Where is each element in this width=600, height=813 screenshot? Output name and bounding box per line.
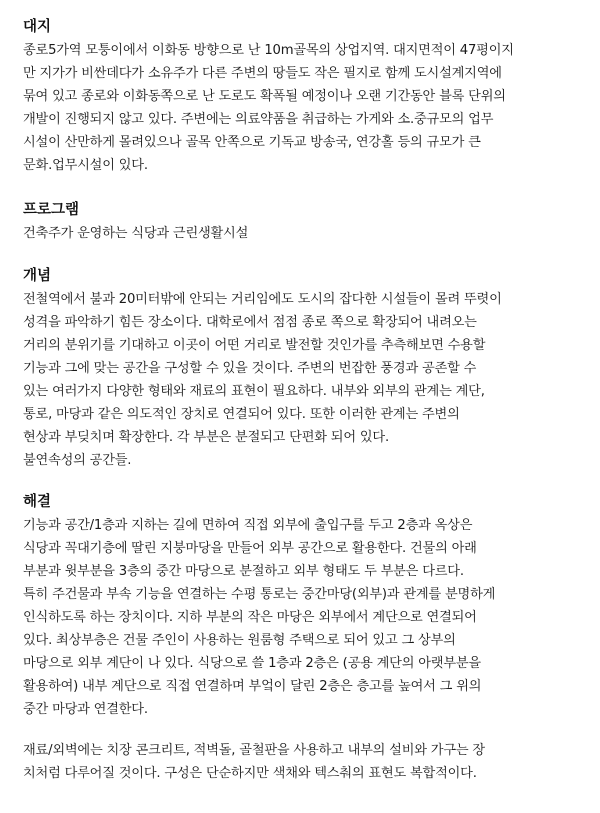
section-solution (23, 492, 583, 721)
text-line: 전철역에서 불과 20미터밖에 안되는 거리임에도 도시의 잡다한 시설들이 몰려 뚜렷이 (23, 292, 502, 307)
text-line: 현상과 부딪치며 확장한다. 각 부분은 분절되고 단편화 되어 있다. (23, 430, 389, 445)
text-line: 개발이 진행되지 않고 있다. 주변에는 의료약품을 취급하는 가게와 소.중규모의 업무 (23, 112, 494, 127)
section-program (23, 200, 583, 245)
text-line: 식당과 꼭대기층에 딸린 지붕마당을 만들어 외부 공간으로 활용한다. 건물의 아래 (23, 541, 477, 556)
text-line: 특히 주건물과 부속 기능을 연결하는 수평 통로는 중간마당(외부)과 관계를 분명하게 (23, 587, 496, 602)
section-body-site (23, 39, 583, 177)
text-line: 중간 마당과 연결한다. (23, 702, 148, 717)
section-heading-concept: 개념 (23, 268, 52, 284)
text-line: 시설이 산만하게 몰려있으나 골목 안쪽으로 기독교 방송국, 연강홀 등의 규모가 큰 (23, 135, 481, 150)
text-line: 기능과 그에 맞는 공간을 구성할 수 있을 것이다. 주변의 번잡한 풍경과 공존할 수 (23, 361, 477, 376)
text-line: 있다. 최상부층은 건물 주인이 사용하는 원룸형 주택으로 되어 있고 그 상부의 (23, 633, 456, 648)
section-body-solution (23, 514, 583, 721)
text-line: 부분과 윗부분을 3층의 중간 마당으로 분절하고 외부 형태도 두 부분은 다르다. (23, 564, 464, 579)
section-site (23, 17, 583, 177)
section-body-materials (23, 739, 583, 785)
text-line: 통로, 마당과 같은 의도적인 장치로 연결되어 있다. 또한 이러한 관계는 주변의 (23, 407, 460, 422)
section-body-program (23, 222, 583, 245)
text-line: 불연속성의 공간들. (23, 453, 132, 468)
text-line: 치처럼 다루어질 것이다. 구성은 단순하지만 색채와 텍스춰의 표현도 복합적이다. (23, 766, 477, 781)
text-line: 재료/외벽에는 치장 콘크리트, 적벽돌, 골철판을 사용하고 내부의 설비와 가구는 장 (23, 743, 485, 758)
text-line: 묶여 있고 종로와 이화동쪽으로 난 도로도 확폭될 예정이나 오랜 기간동안 블록 단위의 (23, 89, 506, 104)
text-line: 마당으로 외부 계단이 나 있다. 식당으로 쓸 1층과 2층은 (공용 계단의 아랫부분을 (23, 656, 481, 671)
text-line: 기능과 공간/1층과 지하는 길에 면하여 직접 외부에 출입구를 두고 2층과 옥상은 (23, 518, 473, 533)
text-line: 인식하도록 하는 장치이다. 지하 부분의 작은 마당은 외부에서 계단으로 연결되어 (23, 610, 477, 625)
text-line: 건축주가 운영하는 식당과 근린생활시설 (23, 226, 249, 241)
section-heading-program: 프로그램 (23, 202, 80, 218)
text-line: 있는 여러가지 다양한 형태와 재료의 표현이 필요하다. 내부와 외부의 관계는 계단, (23, 384, 485, 399)
text-line: 거리의 분위기를 기대하고 이곳이 어떤 거리로 발전할 것인가를 추측해보면 수용할 (23, 338, 486, 353)
text-line: 문화.업무시설이 있다. (23, 158, 148, 173)
section-heading-solution: 해결 (23, 494, 52, 510)
section-materials (23, 737, 583, 785)
section-heading-site: 대지 (23, 19, 52, 35)
text-line: 성격을 파악하기 힘든 장소이다. 대학로에서 점점 종로 쪽으로 확장되어 내려오는 (23, 315, 477, 330)
text-line: 활용하여) 내부 계단으로 직접 연결하며 부엌이 달린 2층은 층고를 높여서 그 위의 (23, 679, 482, 694)
text-line: 만 지가가 비싼데다가 소유주가 다른 주변의 땅들도 작은 필지로 함께 도시설계지역에 (23, 66, 502, 81)
text-line: 종로5가역 모퉁이에서 이화동 방향으로 난 10m골목의 상업지역. 대지면적이 47평이지 (23, 43, 514, 58)
section-concept (23, 266, 583, 472)
section-body-concept (23, 288, 583, 472)
